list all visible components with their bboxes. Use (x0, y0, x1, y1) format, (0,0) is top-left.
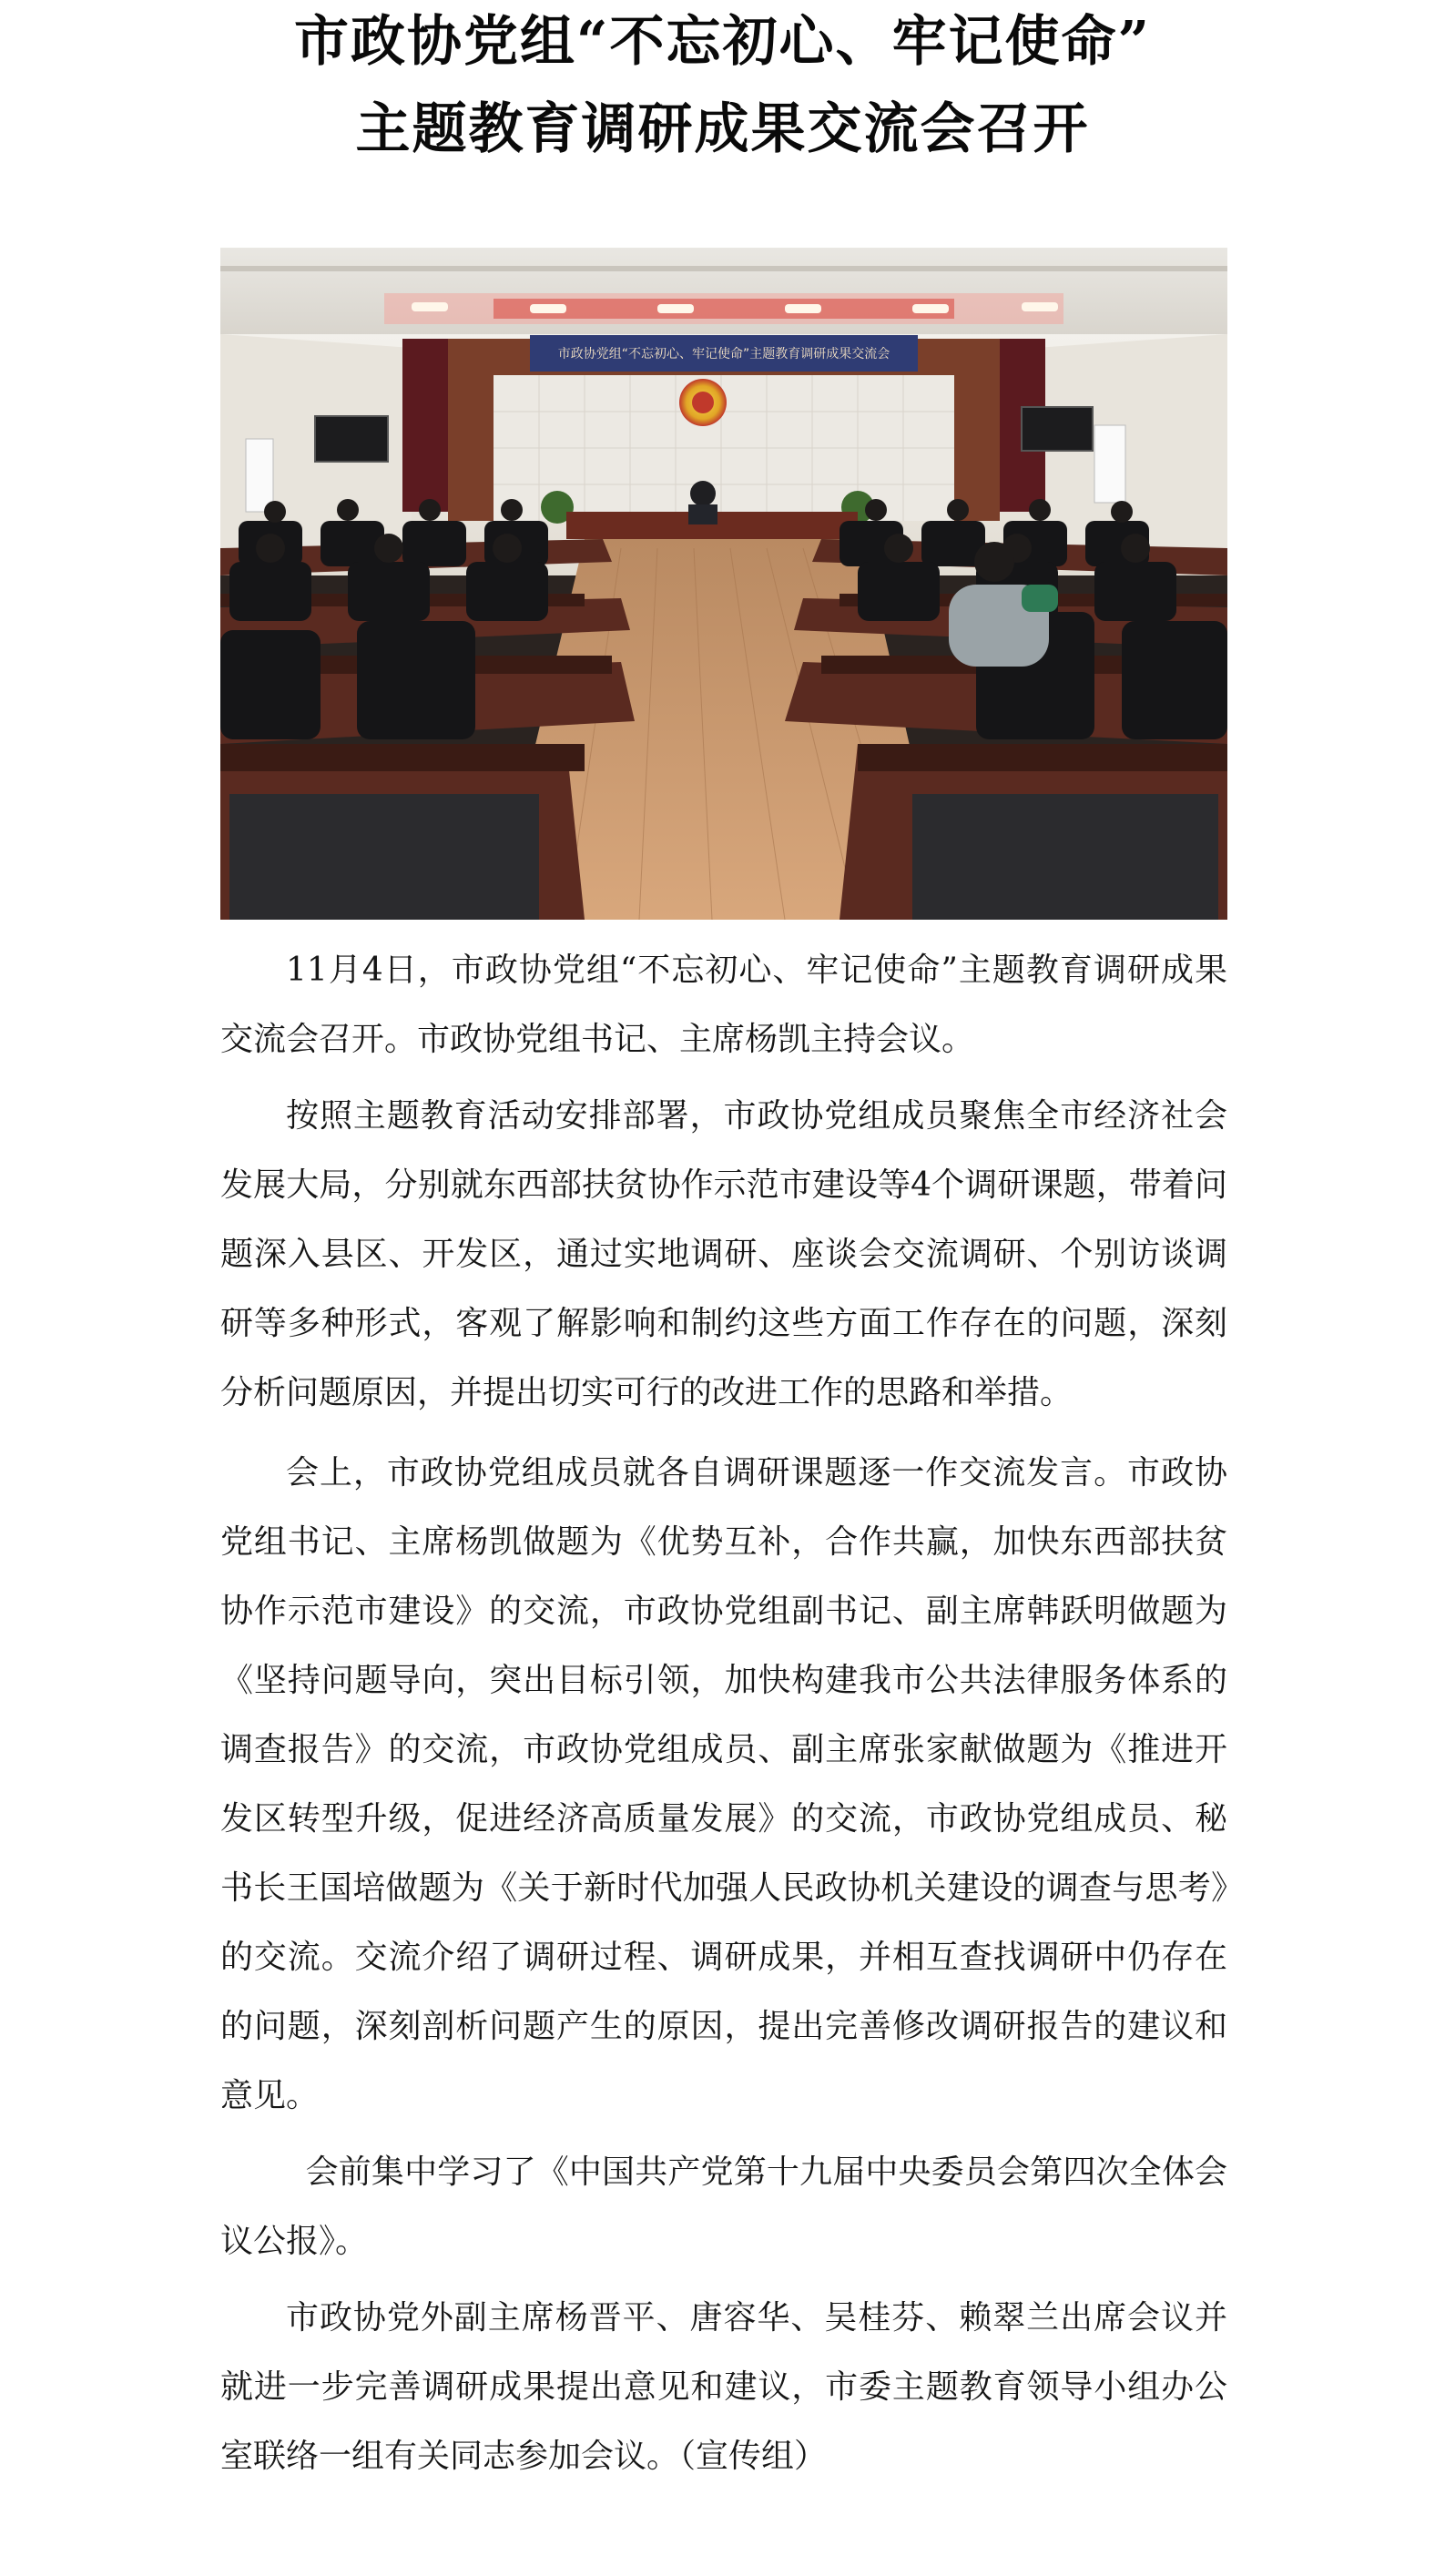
left-tv (315, 416, 388, 462)
paragraph-1: 11月4日，市政协党组“不忘初心、牢记使命”主题教育调研成果交流会召开。市政协党组书记、主席杨凯主持会议。 (220, 952, 1227, 1058)
article-body (220, 936, 1227, 2491)
headline-line-1: 市政协党组“不忘初心、牢记使命” (293, 10, 1152, 74)
meeting-photo (220, 248, 1227, 920)
paragraph-4: 会前集中学习了《中国共产党第十九届中央委员会第四次全体会议公报》。 (220, 2153, 1227, 2260)
right-tv (1022, 407, 1093, 451)
headline-line-2: 主题教育调研成果交流会召开 (355, 97, 1090, 161)
photo-banner-text: 市政协党组“不忘初心、牢记使命”主题教育调研成果交流会 (557, 347, 890, 361)
paragraph-3: 会上，市政协党组成员就各自调研课题逐一作交流发言。市政协党组书记、主席杨凯做题为《优势互补，合作共赢，加快东西部扶贫协作示范市建设》的交流，市政协党组副书记、副主席韩跃明做题为《坚持问题导向，突出目标引领，加快构建我市公共法律服务体系的调查报告》的交流，市政协党组成员、副主席张家献做题为《推进开发区转型升级，促进经济高质量发展》的交流，市政协党组成员、秘书长王国培做题为《关于新时代加强人民政协机关建设的调查与思考》的交流。交流介绍了调研过程、调研成果，并相互查找调研中仍存在的问题，深刻剖析问题产生的原因，提出完善修改调研报告的建议和意见。 (220, 1454, 1227, 2114)
paragraph-2: 按照主题教育活动安排部署，市政协党组成员聚焦全市经济社会发展大局，分别就东西部扶贫协作示范市建设等4个调研课题，带着问题深入县区、开发区，通过实地调研、座谈会交流调研、个别访谈调研等多种形式，客观了解影响和制约这些方面工作存在的问题，深刻分析问题原因，并提出切实可行的改进工作的思路和举措。 (220, 1097, 1227, 1411)
paragraph-5: 市政协党外副主席杨晋平、唐容华、吴桂芬、赖翠兰出席会议并就进一步完善调研成果提出意见和建议，市委主题教育领导小组办公室联络一组有关同志参加会议。（宣传组） (220, 2299, 1227, 2475)
